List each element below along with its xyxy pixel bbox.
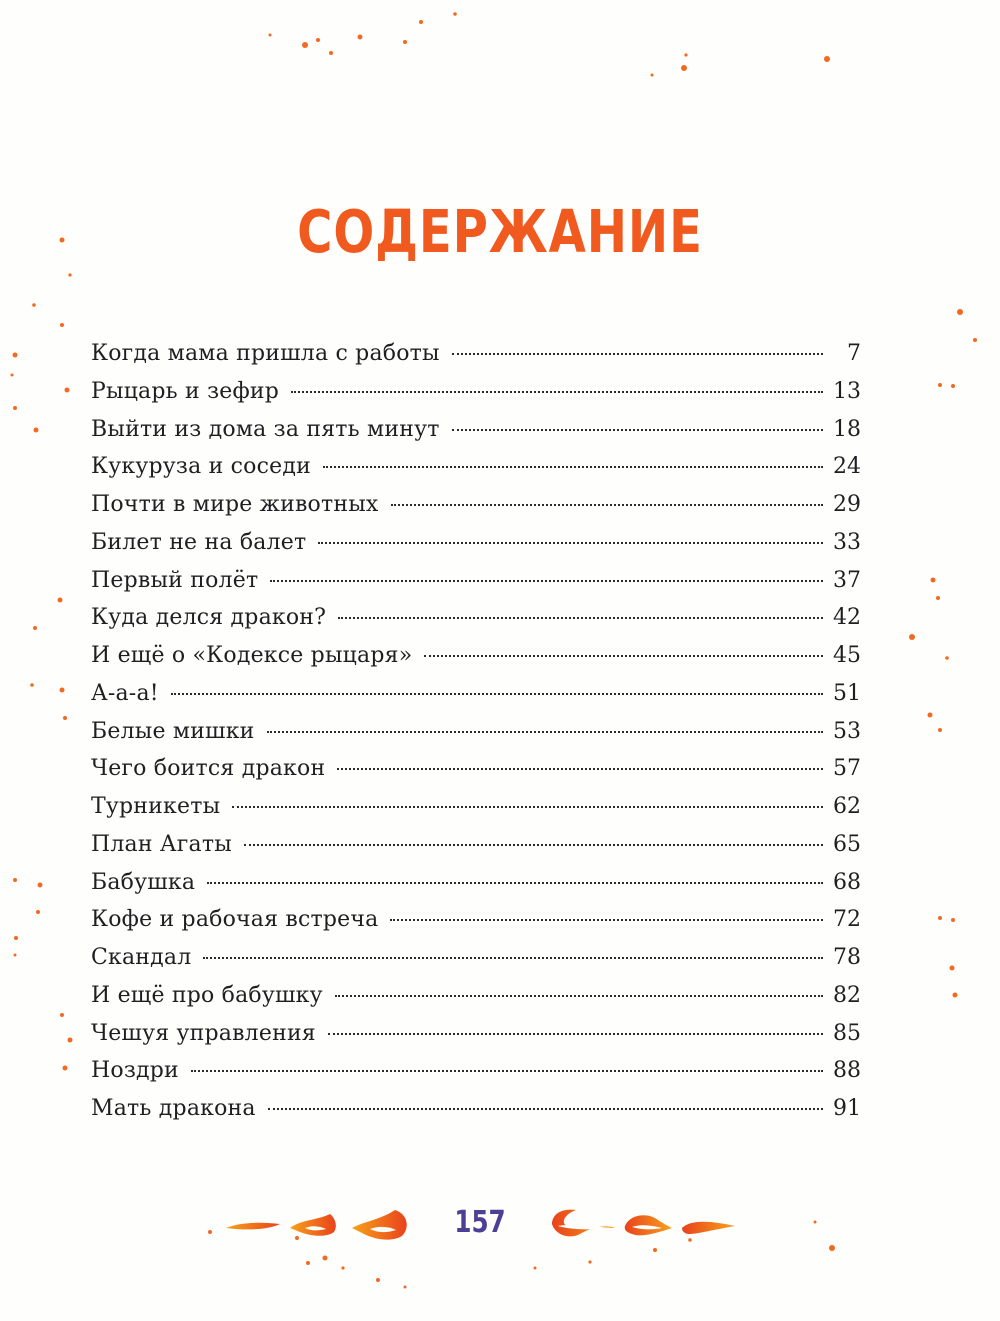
- dot-leader: [267, 731, 823, 733]
- toc-entry-page: 57: [833, 756, 861, 782]
- toc-entry-page: 85: [833, 1020, 861, 1046]
- toc-entry-page: 29: [833, 492, 861, 517]
- toc-entry-title: Первый полёт: [91, 567, 259, 593]
- toc-entry-page: 33: [833, 529, 861, 555]
- toc-entry-page: 65: [833, 831, 861, 857]
- dot-leader: [268, 1108, 823, 1110]
- toc-entry: [91, 788, 861, 826]
- toc-entry-title: Турникеты: [91, 794, 221, 819]
- dot-leader: [452, 429, 823, 431]
- dot-leader: [203, 957, 823, 959]
- toc-entry: [91, 750, 861, 788]
- toc-entry-page: 45: [833, 643, 861, 668]
- page-title: СОДЕРЖАНИЕ: [297, 198, 703, 267]
- dot-leader: [424, 655, 823, 657]
- toc-entry-page: 51: [833, 680, 861, 706]
- toc-entry-page: 24: [833, 454, 861, 480]
- dot-leader: [390, 919, 823, 921]
- dot-leader: [335, 995, 823, 997]
- dot-leader: [337, 768, 823, 770]
- toc-entry: [91, 448, 861, 486]
- toc-entry: [91, 826, 861, 864]
- toc-entry-title: Чешуя управления: [91, 1020, 316, 1046]
- toc-entry-page: 7: [847, 341, 861, 366]
- dot-leader: [270, 580, 823, 582]
- toc-entry-title: План Агаты: [91, 831, 232, 857]
- toc-entry-title: Кукуруза и соседи: [91, 454, 311, 480]
- dot-leader: [391, 504, 823, 506]
- left-flame-icons: [226, 1210, 407, 1240]
- toc-entry-title: Белые мишки: [91, 718, 255, 744]
- toc-entry: [91, 901, 861, 939]
- toc-entry: [91, 864, 861, 902]
- toc-entry: [91, 637, 861, 675]
- toc-entry: [91, 1052, 861, 1090]
- toc-entry: [91, 713, 861, 751]
- toc-entry-title: Почти в мире животных: [91, 492, 379, 517]
- toc-entry-title: Бабушка: [91, 869, 196, 895]
- toc-entry-page: 82: [833, 982, 861, 1008]
- toc-entry-page: 91: [833, 1096, 861, 1121]
- toc-entry-title: Мать дракона: [91, 1096, 256, 1121]
- toc-entry: [91, 675, 861, 713]
- toc-entry-title: Скандал: [91, 945, 192, 970]
- dot-leader: [323, 466, 823, 468]
- toc-entry: [91, 524, 861, 562]
- toc-entry-page: 88: [833, 1058, 861, 1084]
- dot-leader: [244, 844, 823, 846]
- toc-entry-title: Выйти из дома за пять минут: [91, 416, 440, 442]
- toc-entry-title: А-а-а!: [91, 680, 159, 706]
- toc-entry: [91, 373, 861, 411]
- dot-leader: [232, 806, 823, 808]
- toc-entry: [91, 411, 861, 449]
- toc-entry-page: 37: [833, 567, 861, 593]
- toc-entry-title: Ноздри: [91, 1058, 179, 1084]
- dot-leader: [328, 1033, 823, 1035]
- toc-entry-title: Кофе и рабочая встреча: [91, 907, 379, 933]
- dot-leader: [291, 391, 823, 393]
- toc-entry-title: Когда мама пришла с работы: [91, 341, 440, 366]
- right-flame-icons: [552, 1210, 735, 1237]
- table-of-contents: [91, 335, 861, 1128]
- toc-entry-page: 18: [833, 416, 861, 442]
- dot-leader: [338, 617, 823, 619]
- toc-entry-page: 68: [833, 869, 861, 895]
- toc-entry-title: Чего боится дракон: [91, 756, 326, 782]
- dot-leader: [452, 353, 823, 355]
- dot-leader: [318, 542, 823, 544]
- toc-entry: [91, 939, 861, 977]
- toc-entry-page: 53: [833, 718, 861, 744]
- toc-entry: [91, 977, 861, 1015]
- toc-entry-page: 42: [833, 605, 861, 631]
- page-number: 157: [454, 1205, 506, 1240]
- dot-leader: [171, 693, 823, 695]
- toc-entry-title: Билет не на балет: [91, 529, 307, 555]
- toc-entry-page: 78: [833, 945, 861, 970]
- toc-entry-title: И ещё про бабушку: [91, 982, 323, 1008]
- toc-entry-page: 72: [833, 907, 861, 933]
- toc-entry: [91, 335, 861, 373]
- toc-entry-title: Рыцарь и зефир: [91, 378, 280, 404]
- toc-entry: [91, 1015, 861, 1053]
- toc-entry: [91, 599, 861, 637]
- toc-entry: [91, 1090, 861, 1128]
- toc-entry: [91, 486, 861, 524]
- toc-entry-page: 62: [833, 794, 861, 819]
- toc-entry-title: И ещё о «Кодексе рыцаря»: [91, 643, 413, 668]
- dot-leader: [191, 1070, 823, 1072]
- toc-entry: [91, 562, 861, 600]
- toc-entry-title: Куда делся дракон?: [91, 605, 327, 631]
- dot-leader: [207, 882, 823, 884]
- toc-entry-page: 13: [833, 378, 861, 404]
